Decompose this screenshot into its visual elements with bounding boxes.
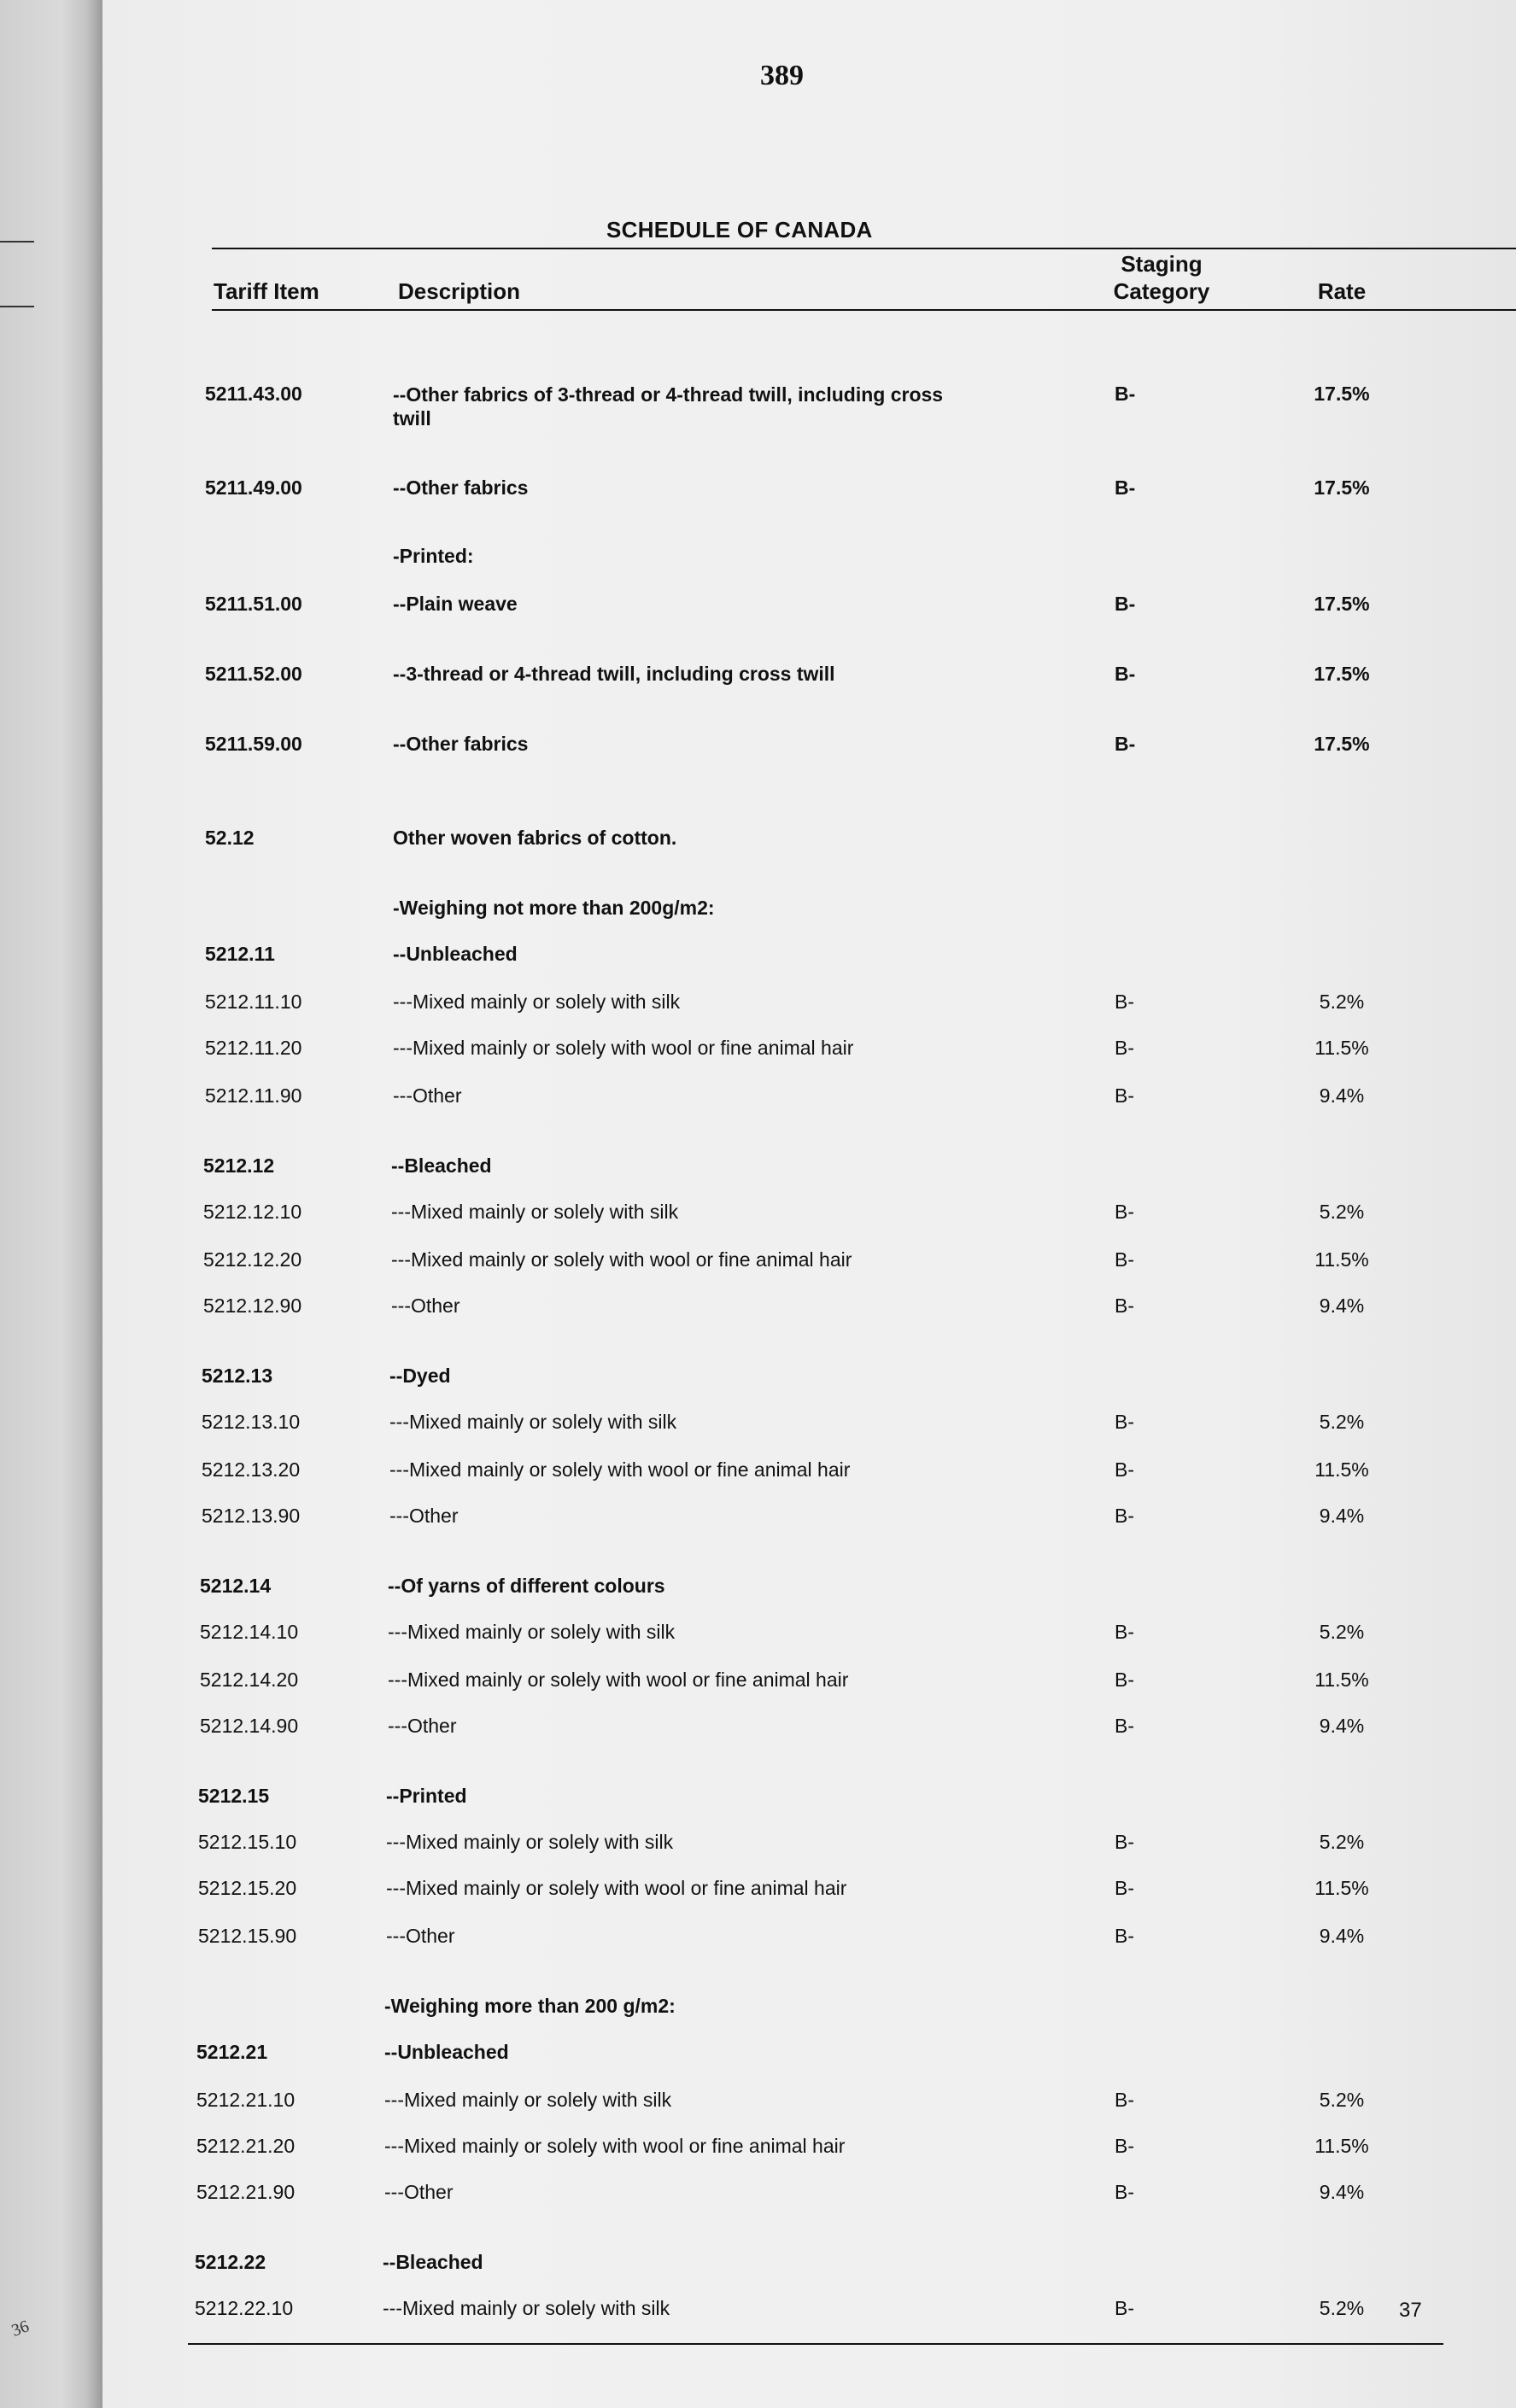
staging-category-cell: B-: [1115, 1621, 1134, 1643]
rate-cell: 9.4%: [1319, 1925, 1365, 1947]
table-row: [102, 476, 1516, 506]
table-row: [102, 733, 1516, 762]
table-row: [102, 1248, 1516, 1277]
description-cell: ---Mixed mainly or solely with silk: [389, 1411, 677, 1433]
staging-category-cell: B-: [1115, 1295, 1134, 1317]
staging-category-cell: B-: [1115, 1248, 1134, 1271]
staging-category-cell: B-: [1115, 383, 1136, 405]
book-spine: [0, 0, 102, 2408]
tariff-item-cell: 5212.21: [196, 2041, 268, 2063]
rate-cell: 5.2%: [1319, 1411, 1365, 1433]
table-row: [102, 1458, 1516, 1487]
tariff-item-cell: 5212.15.90: [198, 1925, 297, 1947]
description-cell: ---Other: [391, 1295, 460, 1317]
description-cell: Other woven fabrics of cotton.: [393, 827, 677, 849]
tariff-item-cell: 5212.21.20: [196, 2135, 296, 2157]
tariff-item-cell: 5212.13.20: [202, 1458, 301, 1481]
tariff-item-cell: 5212.12: [203, 1154, 275, 1177]
rate-cell: 11.5%: [1314, 1248, 1369, 1271]
tariff-item-cell: 52.12: [205, 827, 255, 849]
rate-cell: 11.5%: [1314, 1877, 1369, 1899]
staging-category-cell: B-: [1115, 2135, 1134, 2157]
staging-category-cell: B-: [1115, 593, 1136, 615]
description-cell: ---Mixed mainly or solely with silk: [386, 1831, 674, 1853]
header-description: Description: [398, 278, 521, 304]
description-cell: ---Mixed mainly or solely with wool or fine animal hair: [384, 2135, 846, 2157]
rate-cell: 9.4%: [1319, 1505, 1365, 1527]
description-cell: --Other fabrics of 3-thread or 4-thread twill, including cross twill: [393, 383, 944, 430]
description-cell: --Bleached: [391, 1154, 492, 1177]
staging-category-cell: B-: [1115, 663, 1136, 685]
header-staging-line1: Staging: [1121, 251, 1203, 277]
tariff-item-cell: 5212.11: [205, 943, 275, 965]
table-row: [102, 1715, 1516, 1744]
table-row: [102, 383, 1516, 430]
description-cell: ---Mixed mainly or solely with silk: [391, 1201, 679, 1223]
tariff-item-cell: 5212.12.10: [203, 1201, 302, 1223]
tariff-item-cell: 5211.51.00: [205, 593, 302, 615]
table-row: [102, 897, 1516, 926]
description-cell: ---Other: [388, 1715, 457, 1737]
footer-rule: [188, 2343, 1443, 2345]
rate-cell: 5.2%: [1319, 1201, 1365, 1223]
tariff-item-cell: 5212.15.20: [198, 1877, 297, 1899]
description-cell: ---Mixed mainly or solely with wool or fine animal hair: [386, 1877, 847, 1899]
table-row: [102, 1201, 1516, 1230]
table-row: [102, 1877, 1516, 1906]
rate-cell: 11.5%: [1314, 1669, 1369, 1691]
table-row: [102, 663, 1516, 692]
description-cell: ---Other: [393, 1084, 462, 1107]
table-row: [102, 991, 1516, 1020]
description-cell: ---Mixed mainly or solely with silk: [383, 2297, 670, 2319]
description-cell: --Other fabrics: [393, 733, 529, 755]
table-row: [102, 2135, 1516, 2164]
tariff-item-cell: 5212.13.10: [202, 1411, 301, 1433]
table-row: [102, 1154, 1516, 1184]
staging-category-cell: B-: [1115, 1925, 1134, 1947]
rate-cell: 17.5%: [1314, 593, 1370, 615]
rate-cell: 9.4%: [1319, 2181, 1365, 2203]
tariff-item-cell: 5212.22.10: [195, 2297, 294, 2319]
tariff-item-cell: 5212.13: [202, 1365, 273, 1387]
spine-mark: [0, 241, 34, 243]
tariff-item-cell: 5211.59.00: [205, 733, 302, 755]
rate-cell: 17.5%: [1314, 476, 1370, 499]
table-row: [102, 545, 1516, 574]
header-tariff-item: Tariff Item: [214, 278, 319, 304]
table-row: [102, 1925, 1516, 1954]
description-cell: ---Mixed mainly or solely with silk: [384, 2089, 672, 2111]
table-row: [102, 1831, 1516, 1860]
header-rate: Rate: [1317, 278, 1367, 304]
table-row: [102, 2181, 1516, 2210]
tariff-item-cell: 5211.49.00: [205, 476, 302, 499]
staging-category-cell: B-: [1115, 2297, 1134, 2319]
description-cell: ---Mixed mainly or solely with silk: [388, 1621, 676, 1643]
rate-cell: 11.5%: [1314, 1037, 1369, 1059]
table-row: [102, 943, 1516, 972]
table-row: [102, 1505, 1516, 1534]
rate-cell: 9.4%: [1319, 1295, 1365, 1317]
tariff-item-cell: 5211.43.00: [205, 383, 302, 405]
title-rule: [212, 248, 1516, 249]
rate-cell: 5.2%: [1319, 2089, 1365, 2111]
table-row: [102, 1621, 1516, 1650]
tariff-item-cell: 5212.15: [198, 1785, 270, 1807]
tariff-item-cell: 5212.22: [195, 2251, 266, 2273]
description-cell: --Unbleached: [384, 2041, 509, 2063]
description-cell: -Weighing more than 200 g/m2:: [384, 1995, 676, 2017]
table-row: [102, 593, 1516, 622]
rate-cell: 9.4%: [1319, 1084, 1365, 1107]
tariff-item-cell: 5212.12.90: [203, 1295, 302, 1317]
description-cell: --Printed: [386, 1785, 467, 1807]
spine-page-number: 36: [9, 2317, 32, 2341]
staging-category-cell: B-: [1115, 1715, 1134, 1737]
description-cell: --Other fabrics: [393, 476, 529, 499]
rate-cell: 11.5%: [1314, 1458, 1369, 1481]
description-cell: ---Mixed mainly or solely with wool or fine animal hair: [388, 1669, 849, 1691]
table-row: [102, 1785, 1516, 1814]
description-cell: ---Mixed mainly or solely with wool or fine animal hair: [391, 1248, 852, 1271]
rate-cell: 5.2%: [1319, 1831, 1365, 1853]
schedule-title: SCHEDULE OF CANADA: [606, 217, 873, 243]
table-row: [102, 2089, 1516, 2118]
table-row: [102, 827, 1516, 856]
spine-mark: [0, 306, 34, 307]
staging-category-cell: B-: [1115, 2089, 1134, 2111]
tariff-item-cell: 5212.21.90: [196, 2181, 296, 2203]
rate-cell: 5.2%: [1319, 2297, 1365, 2319]
rate-cell: 5.2%: [1319, 1621, 1365, 1643]
table-row: [102, 1365, 1516, 1394]
description-cell: ---Mixed mainly or solely with silk: [393, 991, 681, 1013]
tariff-item-cell: 5212.15.10: [198, 1831, 297, 1853]
description-cell: --Of yarns of different colours: [388, 1575, 665, 1597]
staging-category-cell: B-: [1115, 991, 1134, 1013]
tariff-item-cell: 5212.21.10: [196, 2089, 296, 2111]
staging-category-cell: B-: [1115, 1877, 1134, 1899]
description-cell: --Bleached: [383, 2251, 483, 2273]
table-row: [102, 1575, 1516, 1604]
description-cell: --Unbleached: [393, 943, 518, 965]
rate-cell: 17.5%: [1314, 733, 1370, 755]
staging-category-cell: B-: [1115, 1411, 1134, 1433]
description-cell: ---Other: [386, 1925, 455, 1947]
tariff-item-cell: 5212.14: [200, 1575, 272, 1597]
table-row: [102, 1411, 1516, 1440]
tariff-item-cell: 5212.11.20: [205, 1037, 302, 1059]
staging-category-cell: B-: [1115, 476, 1136, 499]
rate-cell: 11.5%: [1314, 2135, 1369, 2157]
staging-category-cell: B-: [1115, 1084, 1134, 1107]
rate-cell: 9.4%: [1319, 1715, 1365, 1737]
table-row: [102, 1669, 1516, 1698]
footer-page-number: 37: [1399, 2299, 1422, 2322]
description-cell: ---Other: [389, 1505, 459, 1527]
tariff-item-cell: 5212.12.20: [203, 1248, 302, 1271]
tariff-item-cell: 5212.13.90: [202, 1505, 301, 1527]
tariff-item-cell: 5212.11.10: [205, 991, 302, 1013]
tariff-item-cell: 5211.52.00: [205, 663, 302, 685]
description-cell: ---Mixed mainly or solely with wool or fine animal hair: [389, 1458, 851, 1481]
rate-cell: 5.2%: [1319, 991, 1365, 1013]
description-cell: ---Mixed mainly or solely with wool or fine animal hair: [393, 1037, 854, 1059]
staging-category-cell: B-: [1115, 1831, 1134, 1853]
description-cell: ---Other: [384, 2181, 454, 2203]
table-row: [102, 2251, 1516, 2280]
staging-category-cell: B-: [1115, 1201, 1134, 1223]
staging-category-cell: B-: [1115, 1037, 1134, 1059]
table-row: [102, 1295, 1516, 1324]
staging-category-cell: B-: [1115, 2181, 1134, 2203]
document-page: [102, 0, 1516, 2408]
staging-category-cell: B-: [1115, 733, 1136, 755]
header-staging-line2: Category: [1113, 278, 1210, 304]
rate-cell: 17.5%: [1314, 383, 1370, 405]
staging-category-cell: B-: [1115, 1669, 1134, 1691]
tariff-item-cell: 5212.14.90: [200, 1715, 299, 1737]
description-cell: --Dyed: [389, 1365, 451, 1387]
table-row: [102, 1084, 1516, 1113]
description-cell: --3-thread or 4-thread twill, including cross twill: [393, 663, 835, 685]
header-rule: [212, 309, 1516, 311]
staging-category-cell: B-: [1115, 1505, 1134, 1527]
table-row: [102, 2041, 1516, 2070]
tariff-item-cell: 5212.14.20: [200, 1669, 299, 1691]
page-number: 389: [760, 60, 804, 91]
tariff-item-cell: 5212.14.10: [200, 1621, 299, 1643]
description-cell: -Printed:: [393, 545, 474, 567]
table-row: [102, 1037, 1516, 1066]
table-row: [102, 1995, 1516, 2024]
staging-category-cell: B-: [1115, 1458, 1134, 1481]
rate-cell: 17.5%: [1314, 663, 1370, 685]
tariff-item-cell: 5212.11.90: [205, 1084, 302, 1107]
description-cell: --Plain weave: [393, 593, 518, 615]
description-cell: -Weighing not more than 200g/m2:: [393, 897, 715, 919]
table-row: [102, 2297, 1516, 2326]
